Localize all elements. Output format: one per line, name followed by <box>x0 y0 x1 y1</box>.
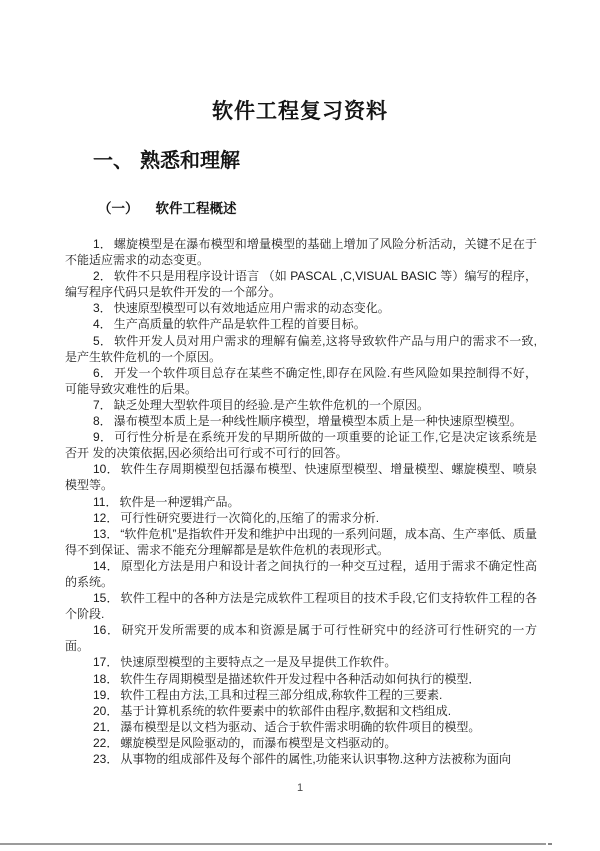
item-text: 快速原型模型可以有效地适应用户需求的动态变化。 <box>113 301 390 316</box>
item-number: 5． <box>93 333 113 348</box>
numbered-item <box>65 461 537 493</box>
item-number: 16． <box>93 623 120 638</box>
item-text: 软件生存周期模型包括瀑布模型、快速原型模型、增量模型、螺旋模型、喷泉模型等。 <box>65 462 537 493</box>
numbered-item <box>65 429 537 461</box>
numbered-item-list <box>65 236 537 767</box>
item-number: 13． <box>93 526 119 541</box>
document-title: 软件工程复习资料 <box>212 100 388 123</box>
numbered-item <box>65 654 537 670</box>
numbered-item <box>65 510 537 526</box>
item-number: 9． <box>93 430 113 445</box>
numbered-item <box>65 558 537 590</box>
item-number: 2． <box>93 269 112 284</box>
item-number: 20． <box>93 703 119 718</box>
numbered-item <box>65 397 537 413</box>
item-text: 原型化方法是用户和设计者之间执行的一种交互过程，适用于需求不确定性高的系统。 <box>65 558 537 589</box>
item-text: 软件是一种逻辑产品。 <box>119 494 240 509</box>
item-text: 研究开发所需要的成本和资源是属于可行性研究中的经济可行性研究的一方面。 <box>65 623 537 654</box>
item-number: 11． <box>93 494 118 509</box>
section-title: 熟悉和理解 <box>140 150 240 172</box>
item-number: 10． <box>93 462 119 477</box>
item-text: 瀑布模型是以文档为驱动、适合于软件需求明确的软件项目的模型。 <box>120 719 481 734</box>
item-number: 7． <box>93 397 112 412</box>
numbered-item <box>65 494 537 510</box>
numbered-item <box>65 703 537 719</box>
item-number: 21． <box>93 719 119 734</box>
item-number: 15． <box>93 591 119 606</box>
item-number: 8． <box>93 414 112 429</box>
item-text: 螺旋模型是在瀑布模型和增量模型的基础上增加了风险分析活动，关键不足在于不能适应需求的动态变更。 <box>65 237 537 268</box>
numbered-item <box>65 671 537 687</box>
page-bottom-edge-line <box>0 843 546 845</box>
numbered-item <box>65 735 537 751</box>
page-bottom-edge-end <box>548 843 552 845</box>
item-text: 软件工程中的各种方法是完成软件工程项目的技术手段,它们支持软件工程的各个阶段. <box>65 591 537 622</box>
numbered-item <box>65 333 537 365</box>
item-number: 19． <box>93 687 119 702</box>
item-text: 快速原型模型的主要特点之一是及早提供工作软件。 <box>120 655 397 670</box>
item-number: 6． <box>93 365 113 380</box>
numbered-item <box>65 719 537 735</box>
item-text: 开发一个软件项目总存在某些不确定性,即存在风险.有些风险如果控制得不好，可能导致灾难性的后果。 <box>65 365 538 396</box>
item-text: 可行性分析是在系统开发的早期所做的一项重要的论证工作,它是决定该系统是否开 发的决策依据,因必须给出可行或不可行的回答。 <box>65 430 537 461</box>
item-number: 3． <box>93 301 112 316</box>
item-text: 缺乏处理大型软件项目的经验.是产生软件危机的一个原因。 <box>113 397 430 412</box>
item-text: 软件开发人员对用户需求的理解有偏差,这将导致软件产品与用户的需求不一致,是产生软件危机的一个原因。 <box>65 333 538 364</box>
item-text: “软件危机”是指软件开发和维护中出现的一系列问题，成本高、生产率低、质量得不到保证、需求不能充分理解都是是软件危机的表现形式。 <box>65 526 537 557</box>
numbered-item <box>65 751 537 767</box>
subsection-heading <box>98 200 237 217</box>
item-text: 基于计算机系统的软件要素中的软部件由程序,数据和文档组成. <box>120 703 452 718</box>
item-text: 螺旋模型是风险驱动的，而瀑布模型是文档驱动的。 <box>120 735 397 750</box>
numbered-item <box>65 300 537 316</box>
subsection-title: 软件工程概述 <box>155 201 237 216</box>
item-number: 12． <box>93 510 119 525</box>
numbered-item <box>65 365 537 397</box>
item-text: 软件工程由方法,工具和过程三部分组成,称软件工程的三要素. <box>120 687 443 702</box>
section-number: 一、 <box>93 150 133 172</box>
section-heading <box>93 149 240 174</box>
item-number: 22． <box>93 735 119 750</box>
item-number: 14． <box>93 558 119 573</box>
item-number: 23． <box>93 752 119 766</box>
numbered-item <box>65 316 537 332</box>
page-number: 1 <box>296 782 304 794</box>
item-text: 生产高质量的软件产品是软件工程的首要目标。 <box>113 317 366 332</box>
numbered-item <box>65 526 537 558</box>
item-number: 18． <box>93 671 119 686</box>
item-number: 1． <box>93 237 112 251</box>
item-text: 软件生存周期模型是描述软件开发过程中各种活动如何执行的模型． <box>120 671 481 686</box>
numbered-item <box>65 236 537 268</box>
item-number: 17． <box>93 655 119 670</box>
numbered-item <box>65 622 537 654</box>
item-number: 4． <box>93 317 112 332</box>
numbered-item <box>65 590 537 622</box>
subsection-number: （一） <box>98 201 139 216</box>
numbered-item <box>65 413 537 429</box>
item-text: 从事物的组成部件及每个部件的属性,功能来认识事物.这种方法被称为面向 <box>120 752 512 766</box>
numbered-item <box>65 268 537 300</box>
numbered-item <box>65 687 537 703</box>
item-text: 可行性研究要进行一次简化的,压缩了的需求分析. <box>120 510 380 525</box>
item-text: 软件不只是用程序设计语言 （如 PASCAL ,C,VISUAL BASIC 等）编写的程序，编写程序代码只是软件开发的一个部分。 <box>65 269 537 300</box>
item-text: 瀑布模型本质上是一种线性顺序模型，增量模型本质上是一种快速原型模型。 <box>113 414 522 429</box>
